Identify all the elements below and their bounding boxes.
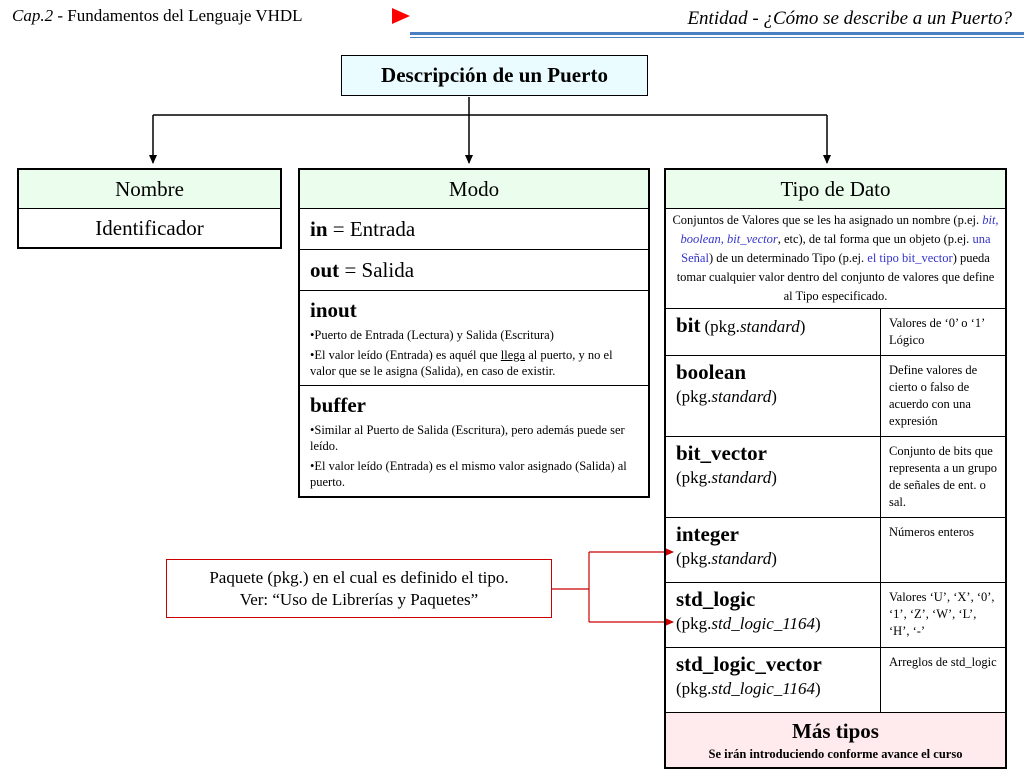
more-types-title: Más tipos <box>792 719 879 743</box>
nombre-heading: Nombre <box>18 169 281 209</box>
mode-out-text: = Salida <box>339 258 415 282</box>
course-title: - Fundamentos del Lenguaje VHDL <box>53 6 303 25</box>
modo-heading: Modo <box>299 169 649 209</box>
mode-out <box>299 250 649 291</box>
type-row-integer: integer (pkg.standard) Números enteros <box>665 518 1006 583</box>
mode-inout-bullet-1: •Puerto de Entrada (Lectura) y Salida (Escritura) <box>310 328 554 342</box>
mode-in-text: = Entrada <box>327 217 416 241</box>
more-types <box>665 713 1006 769</box>
tipo-heading: Tipo de Dato <box>665 169 1006 209</box>
nombre-value: Identificador <box>18 209 281 249</box>
mode-buffer <box>299 386 649 498</box>
type-row-std-logic-vector: std_logic_vector (pkg.std_logic_1164) Arreglos de std_logic <box>665 648 1006 713</box>
mode-inout <box>299 291 649 386</box>
mode-buffer-bullet-1: •Similar al Puerto de Salida (Escritura), pero además puede ser leído. <box>310 423 625 453</box>
type-row-bit: bit (pkg.standard) Valores de ‘0’ o ‘1’ Lógico <box>665 309 1006 356</box>
mode-in <box>299 209 649 250</box>
topic-title: Entidad - ¿Cómo se describe a un Puerto? <box>687 8 1012 29</box>
type-row-bit-vector: bit_vector (pkg.standard) Conjunto de bits que representa a un grupo de señales de ent. o sal. <box>665 437 1006 518</box>
chapter-number: Cap.2 <box>12 6 54 25</box>
mode-buffer-title: buffer <box>310 393 366 417</box>
nombre-table <box>17 168 282 249</box>
slide-title: Descripción de un Puerto <box>341 55 648 96</box>
modo-table <box>298 168 650 498</box>
mode-inout-bullet-2: •El valor leído (Entrada) es aquél que llega al puerto, y no el valor que se le asigna (Salida), en caso de existir. <box>310 348 613 378</box>
mode-in-keyword: in <box>310 217 328 241</box>
type-row-std-logic: std_logic (pkg.std_logic_1164) Valores ‘U’, ‘X’, ‘0’, ‘1’, ‘Z’, ‘W’, ‘L’, ‘H’, ‘-’ <box>665 583 1006 648</box>
package-note-line-1: Paquete (pkg.) en el cual es definido el tipo. <box>209 567 509 587</box>
tipo-intro: Conjuntos de Valores que se les ha asignado un nombre (p.ej. bit, boolean, bit_vector, etc), de tal forma que un objeto (p.ej. una Señal) de un determinado Tipo (p.ej. el tipo bit_vector) pueda tomar cualquier valor dentro del conjunto de valores que define al Tipo especificado. <box>665 209 1006 309</box>
package-note <box>166 559 552 618</box>
mode-out-keyword: out <box>310 258 340 282</box>
tipo-table <box>664 168 1007 769</box>
type-row-boolean: boolean (pkg.standard) Define valores de cierto o falso de acuerdo con una expresión <box>665 356 1006 437</box>
mode-buffer-bullet-2: •El valor leído (Entrada) es el mismo valor asignado (Salida) al puerto. <box>310 459 627 489</box>
mode-inout-title: inout <box>310 298 357 322</box>
more-types-subtitle: Se irán introduciendo conforme avance el curso <box>708 747 963 761</box>
package-note-line-2: Ver: “Uso de Librerías y Paquetes” <box>239 589 479 609</box>
